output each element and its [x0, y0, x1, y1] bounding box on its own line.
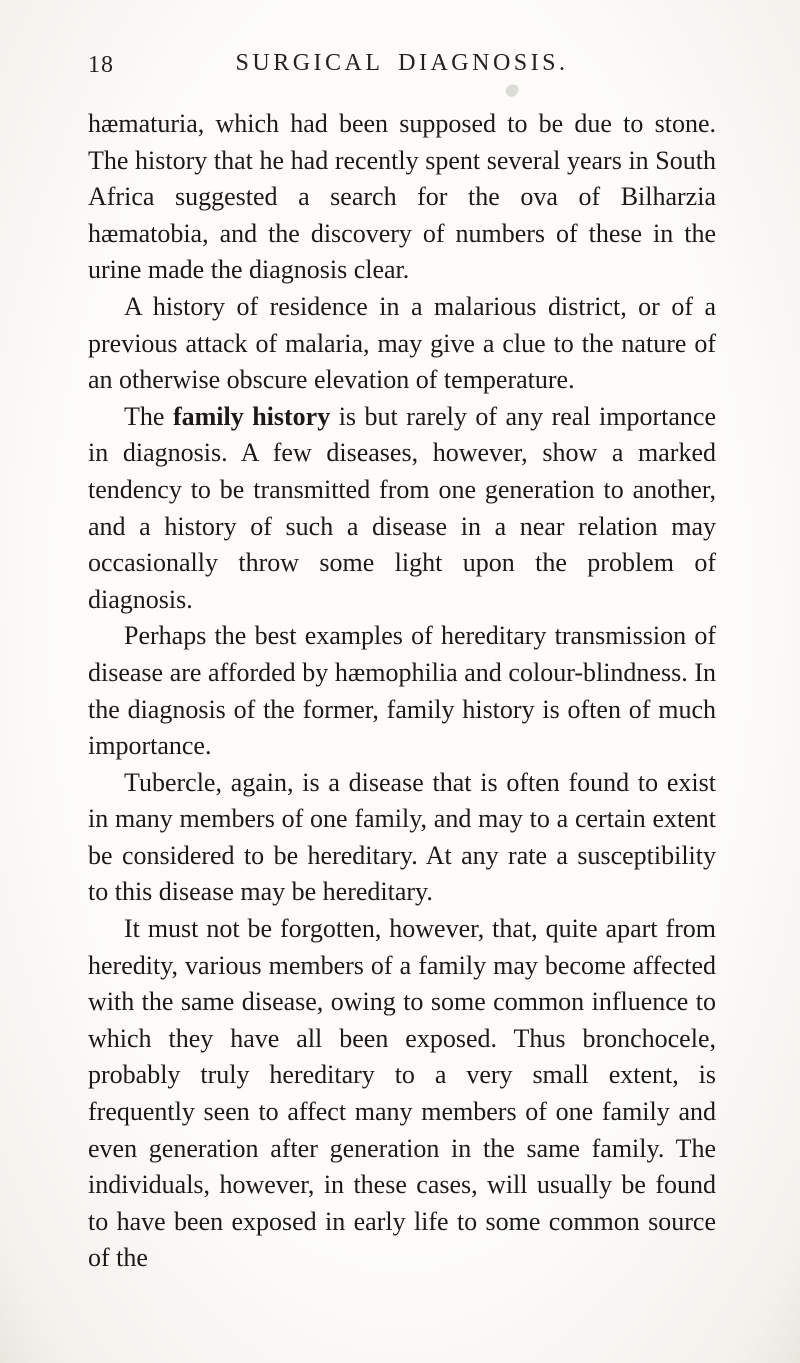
body-paragraph [88, 911, 716, 1277]
text-segment: The [124, 401, 173, 431]
body-paragraph [88, 289, 716, 399]
text-segment: A history of residence in a malarious district, or of a previous attack of malaria, may give a clue to the nature of an otherwise obscure elevation of temperature. [88, 291, 716, 395]
body-paragraph [88, 618, 716, 764]
body-text [88, 106, 716, 1277]
body-paragraph [88, 765, 716, 911]
text-segment: hæmaturia, which had been supposed to be due to stone. The history that he had recently spent several years in South Africa suggested a search for the ova of Bilharzia hæmatobia, and the discovery of numbers of these in the urine made the diagnosis clear. [88, 109, 716, 285]
page-header [88, 50, 716, 84]
text-segment: Tubercle, again, is a disease that is often found to exist in many members of one family, and may to a certain extent be considered to be hereditary. At any rate a susceptibility to this disease may be hereditary. [88, 767, 716, 907]
text-segment: Perhaps the best examples of hereditary transmission of disease are afforded by hæmophilia and colour-blindness. In the diagnosis of the former, family history is often of much importance. [88, 621, 716, 761]
body-paragraph [88, 106, 716, 289]
running-title: SURGICAL DIAGNOSIS. [235, 50, 569, 76]
text-segment: It must not be forgotten, however, that, quite apart from heredity, various members of a family may become affected with the same disease, owing to some common influence to which they have all been exposed. Thus bronchocele, probably truly hereditary to a very small extent, is frequently seen to affect many members of one family and even generation after generation in the same family. The individuals, however, in these cases, will usually be found to have been exposed in early life to some common source of the [88, 914, 716, 1273]
page-number: 18 [88, 52, 114, 78]
body-paragraph [88, 399, 716, 619]
text-segment: is but rarely of any real importance in diagnosis. A few diseases, however, show a marked tendency to be transmitted from one generation to another, and a history of such a disease in a near relation may occasionally throw some light upon the problem of diagnosis. [88, 401, 717, 614]
ink-smudge-artifact [504, 82, 520, 99]
bold-text-segment: family history [172, 401, 331, 431]
